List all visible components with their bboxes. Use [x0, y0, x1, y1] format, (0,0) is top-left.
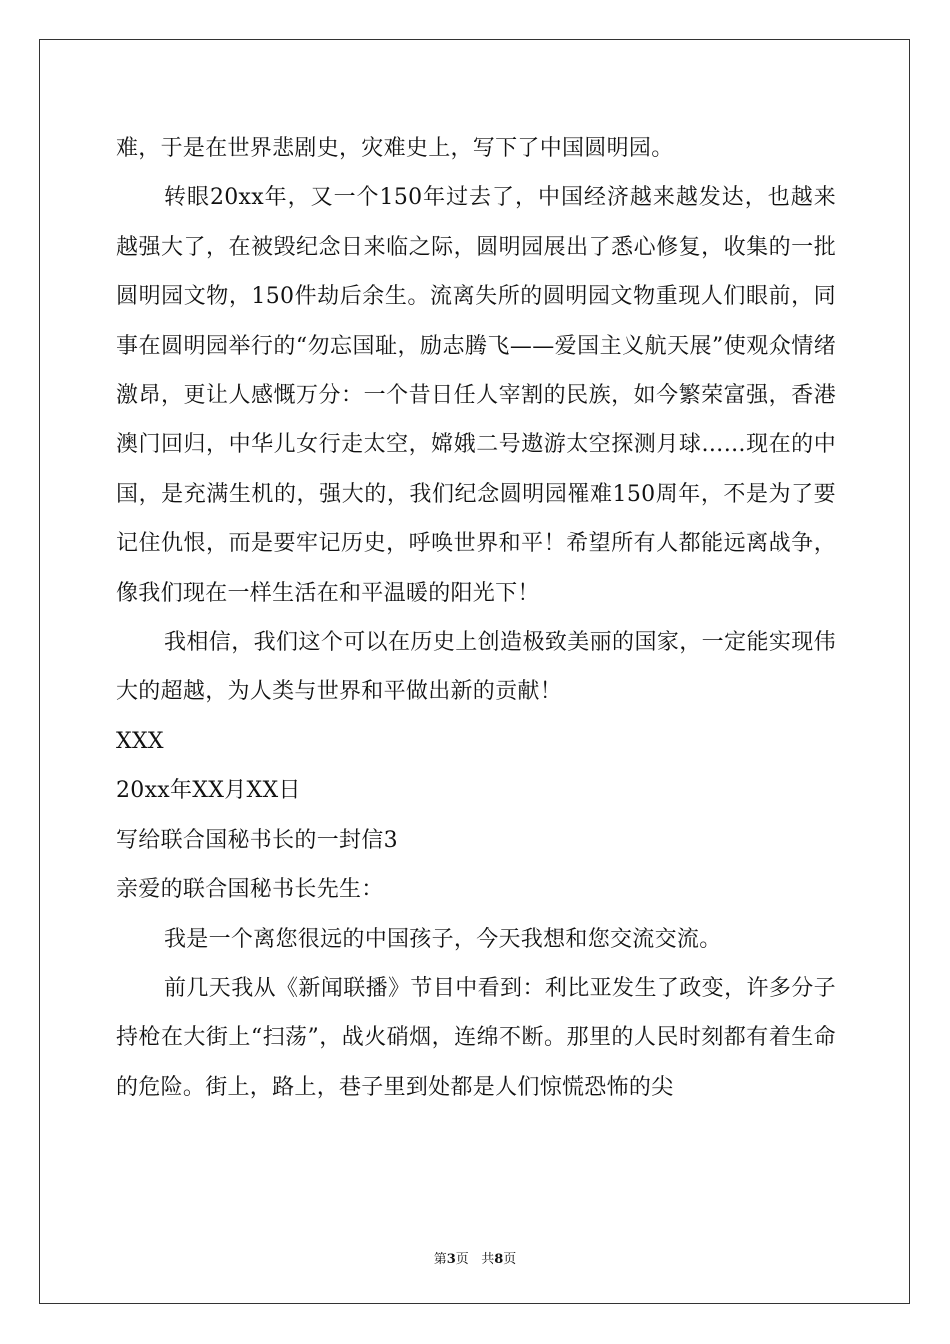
signature-date: 20xx年XX月XX日 — [116, 778, 301, 804]
document-body — [116, 124, 836, 1112]
paragraph: 前几天我从《新闻联播》节目中看到：利比亚发生了政变，许多分子持枪在大街上“扫荡”，战火硝烟，连绵不断。那里的人民时刻都有着生命的危险。街上，路上，巷子里到处都是人们惊慌恐怖的尖 — [116, 975, 836, 1100]
footer-page-number: 3 — [446, 1252, 456, 1267]
paragraph: 转眼20xx年，又一个150年过去了，中国经济越来越发达，也越来越强大了，在被毁纪念日来临之际，圆明园展出了悉心修复，收集的一批圆明园文物，150件劫后余生。流离失所的圆明园文物重现人们眼前，同事在圆明园举行的“勿忘国耻，励志腾飞——爱国主义航天展”使观众情绪激昂，更让人感慨万分：一个昔日任人宰割的民族，如今繁荣富强，香港澳门回归，中华儿女行走太空，嫦娥二号遨游太空探测月球……现在的中国，是充满生机的，强大的，我们纪念圆明园罹难150周年，不是为了要记住仇恨，而是要牢记历史，呼唤世界和平！希望所有人都能远离战争，像我们现在一样生活在和平温暖的阳光下！ — [116, 185, 836, 606]
salutation: 亲爱的联合国秘书长先生： — [116, 877, 384, 903]
letter-title: 写给联合国秘书长的一封信3 — [116, 827, 398, 853]
footer-prefix: 第 — [433, 1252, 447, 1267]
paragraph: 难，于是在世界悲剧史，灾难史上，写下了中国圆明园。 — [116, 136, 674, 161]
page-footer — [0, 1248, 950, 1267]
paragraph: 我相信，我们这个可以在历史上创造极致美丽的国家，一定能实现伟大的超越，为人类与世界和平做出新的贡献！ — [116, 630, 836, 705]
footer-suffix: 页 — [503, 1252, 517, 1267]
signature-name: XXX — [116, 728, 164, 754]
footer-total-pages: 8 — [494, 1252, 504, 1267]
footer-middle: 页 共 — [455, 1252, 495, 1267]
paragraph: 我是一个离您很远的中国孩子，今天我想和您交流交流。 — [164, 926, 722, 952]
